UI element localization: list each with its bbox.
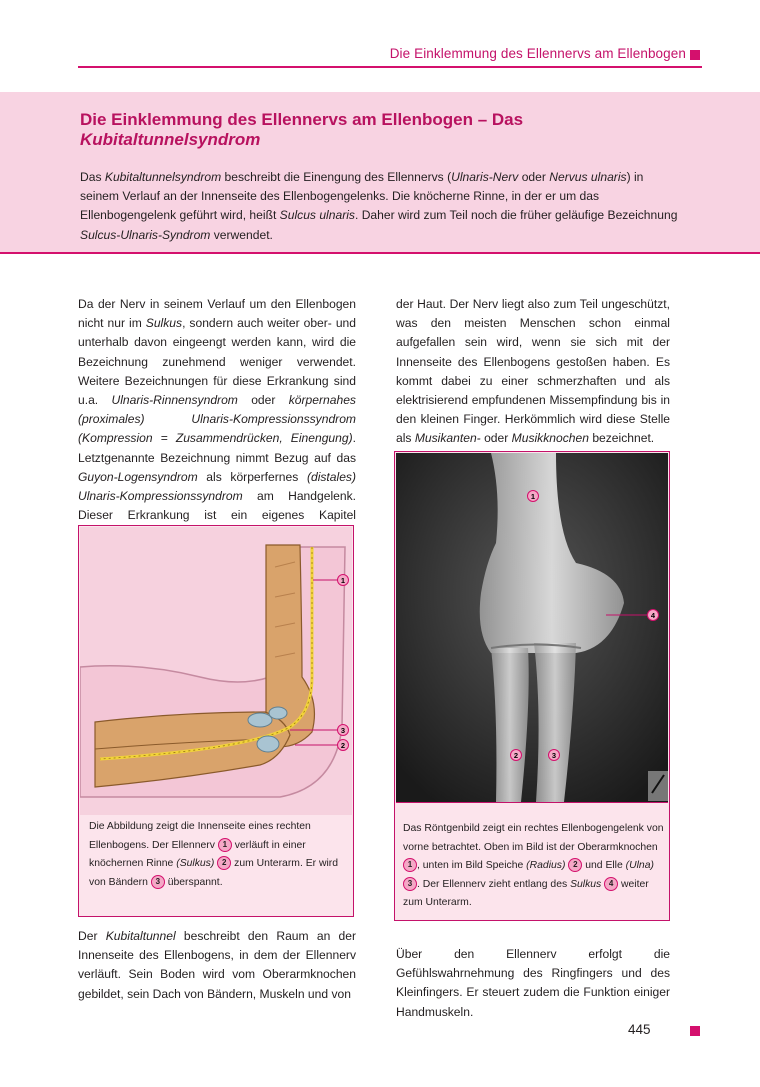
intro-text: ) in seinem Verlauf an der Innenseite des Ellenbogengelenks. Die knöcherne Rinne, in der er um das Ellenbogengelenk geführt wird, heißt [80,170,644,223]
figure1-label-1: 1 [340,576,346,585]
figure1-label-3: 3 [340,726,346,735]
xray-image [396,453,668,803]
figure2-label-2: 2 [513,751,519,760]
intro-term: Nervus ulnaris [549,170,627,184]
body-text: Über den Ellennerv erfolgt die Gefühlswahrnehmung des Ringfingers und des Kleinfingers. Er steuert zudem die Funktion einiger Handmuskeln. [396,947,670,1019]
body-term: Kubitaltunnel [105,929,176,943]
marker-3: 3 [151,875,165,889]
body-term: (distales) Ulnaris-Kompressionssyndrom [78,469,356,504]
caption-text: , unten im Bild Speiche [417,860,527,871]
running-header: Die Einklemmung des Ellennervs am Ellenbogen [389,46,686,61]
title-line-1: Die Einklemmung des Ellennervs am Ellenbogen – Das [80,110,524,129]
body-term: Ulnaris-Rinnensyndrom [111,393,238,408]
body-column-left-top [78,295,356,545]
figure-elbow-xray [394,451,670,921]
intro-text: . Daher wird zum Teil noch die früher geläufige Bezeichnung [354,208,678,223]
figure1-caption [89,818,347,892]
intro-term: Ulnaris-Nerv [451,170,519,184]
body-text: als körperfernes [197,469,307,484]
body-text: der Haut. Der Nerv liegt also zum Teil ungeschützt, was den meisten Menschen schon einmal aufgefallen sein wird, wenn sie sich mit der Innenseite des Ellenbogens gestoßen haben. Es kommt dabei zu einer schmerzhaften und als elektrisierend empfundenen Missempfindung bis in den kleinen Finger. Herkömmlich wird diese Stelle als [396,297,670,446]
footer-square-marker [690,1026,700,1036]
intro-term: Sulcus ulnaris [279,208,355,223]
body-term: Musikanten- [414,431,481,446]
body-text: Der [78,929,106,943]
body-text: oder [480,431,512,446]
body-column-right-top [396,295,670,449]
caption-text: verläuft in einer knöchernen Rinne [89,839,306,869]
intro-term: Sulcus-Ulnaris-Syndrom [80,227,211,242]
body-term: Musikknochen [511,431,589,446]
caption-text: Das Röntgenbild zeigt ein rechtes Ellenbogengelenk von vorne betrachtet. Oben im Bild ist der Oberarmknochen [403,823,664,853]
caption-term: (Ulna) [625,860,654,871]
body-text: , sondern auch weiter ober- und unterhalb davon eingeengt werden kann, wird die Bezeichnung zunehmend weniger verwendet. Weitere Bezeichnungen für diese Erkrankung sind u.a. [78,316,356,408]
marker-3: 3 [403,877,417,891]
intro-text: verwendet. [210,227,273,242]
caption-text: überspannt. [164,876,223,888]
body-term: körpernahes (proximales) Ulnaris-Kompressionssyndrom (Kompression = Zusammendrücken, Einengung) [78,393,356,446]
caption-term: Sulkus [570,878,602,890]
marker-1: 1 [403,858,417,872]
figure-elbow-illustration [78,525,354,917]
body-text: am Handgelenk. Dieser Erkrankung ist ein eigenes Kapitel [78,489,356,523]
figure2-label-4: 4 [650,611,656,620]
caption-text: . Der Ellennerv zieht entlang des [417,878,571,890]
body-text: beschreibt den Raum an der Innenseite des Ellenbogens, in dem der Ellennerv verläuft. Sein Boden wird vom Oberarmknochen gebildet, sein Dach von Bändern, Muskeln und von [78,929,357,1001]
title-line-2: Kubitaltunnelsyndrom [80,130,261,149]
caption-term: (Sulkus) [176,858,215,869]
marker-2: 2 [568,858,582,872]
body-column-left-bottom [78,927,356,1004]
intro-text: beschreibt die Einengung des Ellennervs ( [221,170,452,184]
intro-paragraph [80,168,682,245]
intro-text: oder [518,170,550,184]
figure2-label-3: 3 [551,751,557,760]
header-square-marker [690,50,700,60]
marker-2: 2 [217,856,231,870]
caption-text: zum Unterarm. Er wird von Bändern [89,858,339,888]
intro-term: Kubitaltunnelsyndrom [104,170,222,184]
section-title [80,110,680,150]
marker-4: 4 [604,877,618,891]
body-text: bezeichnet. [588,431,655,446]
body-text: . Letztgenannte Bezeichnung nimmt Bezug auf das [78,431,356,465]
elbow-illustration [80,527,352,815]
intro-box-rule [0,252,760,254]
body-term: Guyon-Logensyndrom [78,469,198,484]
figure2-caption [403,820,665,913]
body-text: oder [237,393,289,408]
caption-term: (Radius) [526,860,566,871]
figure1-label-2: 2 [340,741,346,750]
marker-1: 1 [218,838,232,852]
body-text: Da der Nerv in seinem Verlauf um den Ellenbogen nicht nur im [78,297,356,331]
caption-text: Die Abbildung zeigt die Innenseite eines rechten Ellenbogens. Der Ellennerv [89,821,311,851]
caption-text: weiter zum Unterarm. [403,878,649,908]
caption-text: und Elle [582,860,626,871]
intro-text: Das [80,170,105,184]
page-number: 445 [628,1022,651,1037]
header-rule [78,66,702,68]
figure2-label-1: 1 [530,492,536,501]
body-column-right-bottom [396,945,670,1022]
body-term: Sulkus [145,316,183,331]
